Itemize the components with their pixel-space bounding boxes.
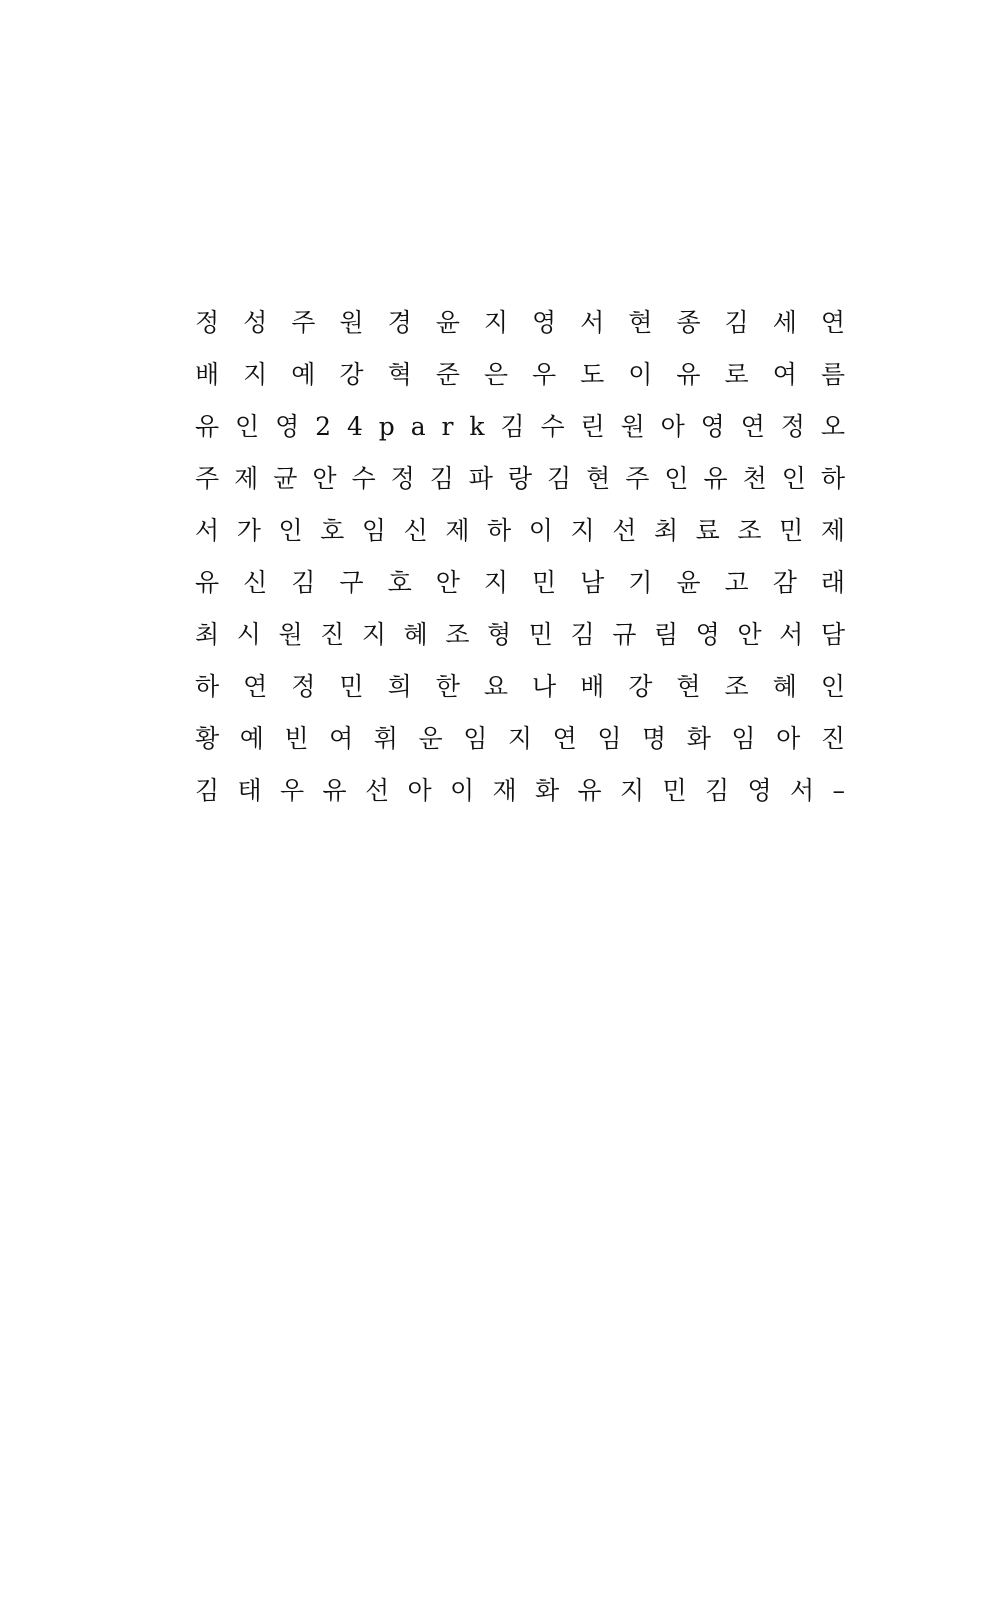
names-list (195, 306, 845, 826)
name-line-text: 최 시 원 진 지 혜 조 형 민 김 규 림 영 안 서 담 (195, 620, 845, 649)
name-line-2 (195, 358, 845, 410)
name-line-text: 정 성 주 원 경 윤 지 영 서 현 종 김 세 연 (195, 308, 845, 337)
name-line-10 (195, 774, 845, 826)
name-line-1 (195, 306, 845, 358)
name-line-text: 유 신 김 구 호 안 지 민 남 기 윤 고 감 래 (195, 568, 845, 597)
name-line-text: 유 인 영 2 4 p a r k 김 수 린 원 아 영 연 정 오 (195, 412, 845, 441)
name-line-5 (195, 514, 845, 566)
name-line-8 (195, 670, 845, 722)
name-line-3 (195, 410, 845, 462)
name-line-text: 하 연 정 민 희 한 요 나 배 강 현 조 혜 인 (195, 672, 845, 701)
name-line-text: 서 가 인 호 임 신 제 하 이 지 선 최 료 조 민 제 (195, 516, 845, 545)
name-line-text: 배 지 예 강 혁 준 은 우 도 이 유 로 여 름 (195, 360, 845, 389)
name-line-text: 주 제 균 안 수 정 김 파 랑 김 현 주 인 유 천 인 하 (195, 464, 845, 493)
name-line-text: 황 예 빈 여 휘 운 임 지 연 임 명 화 임 아 진 (195, 724, 845, 753)
name-line-text: 김 태 우 유 선 아 이 재 화 유 지 민 김 영 서 – (195, 776, 845, 805)
name-line-6 (195, 566, 845, 618)
name-line-7 (195, 618, 845, 670)
name-line-4 (195, 462, 845, 514)
name-line-9 (195, 722, 845, 774)
